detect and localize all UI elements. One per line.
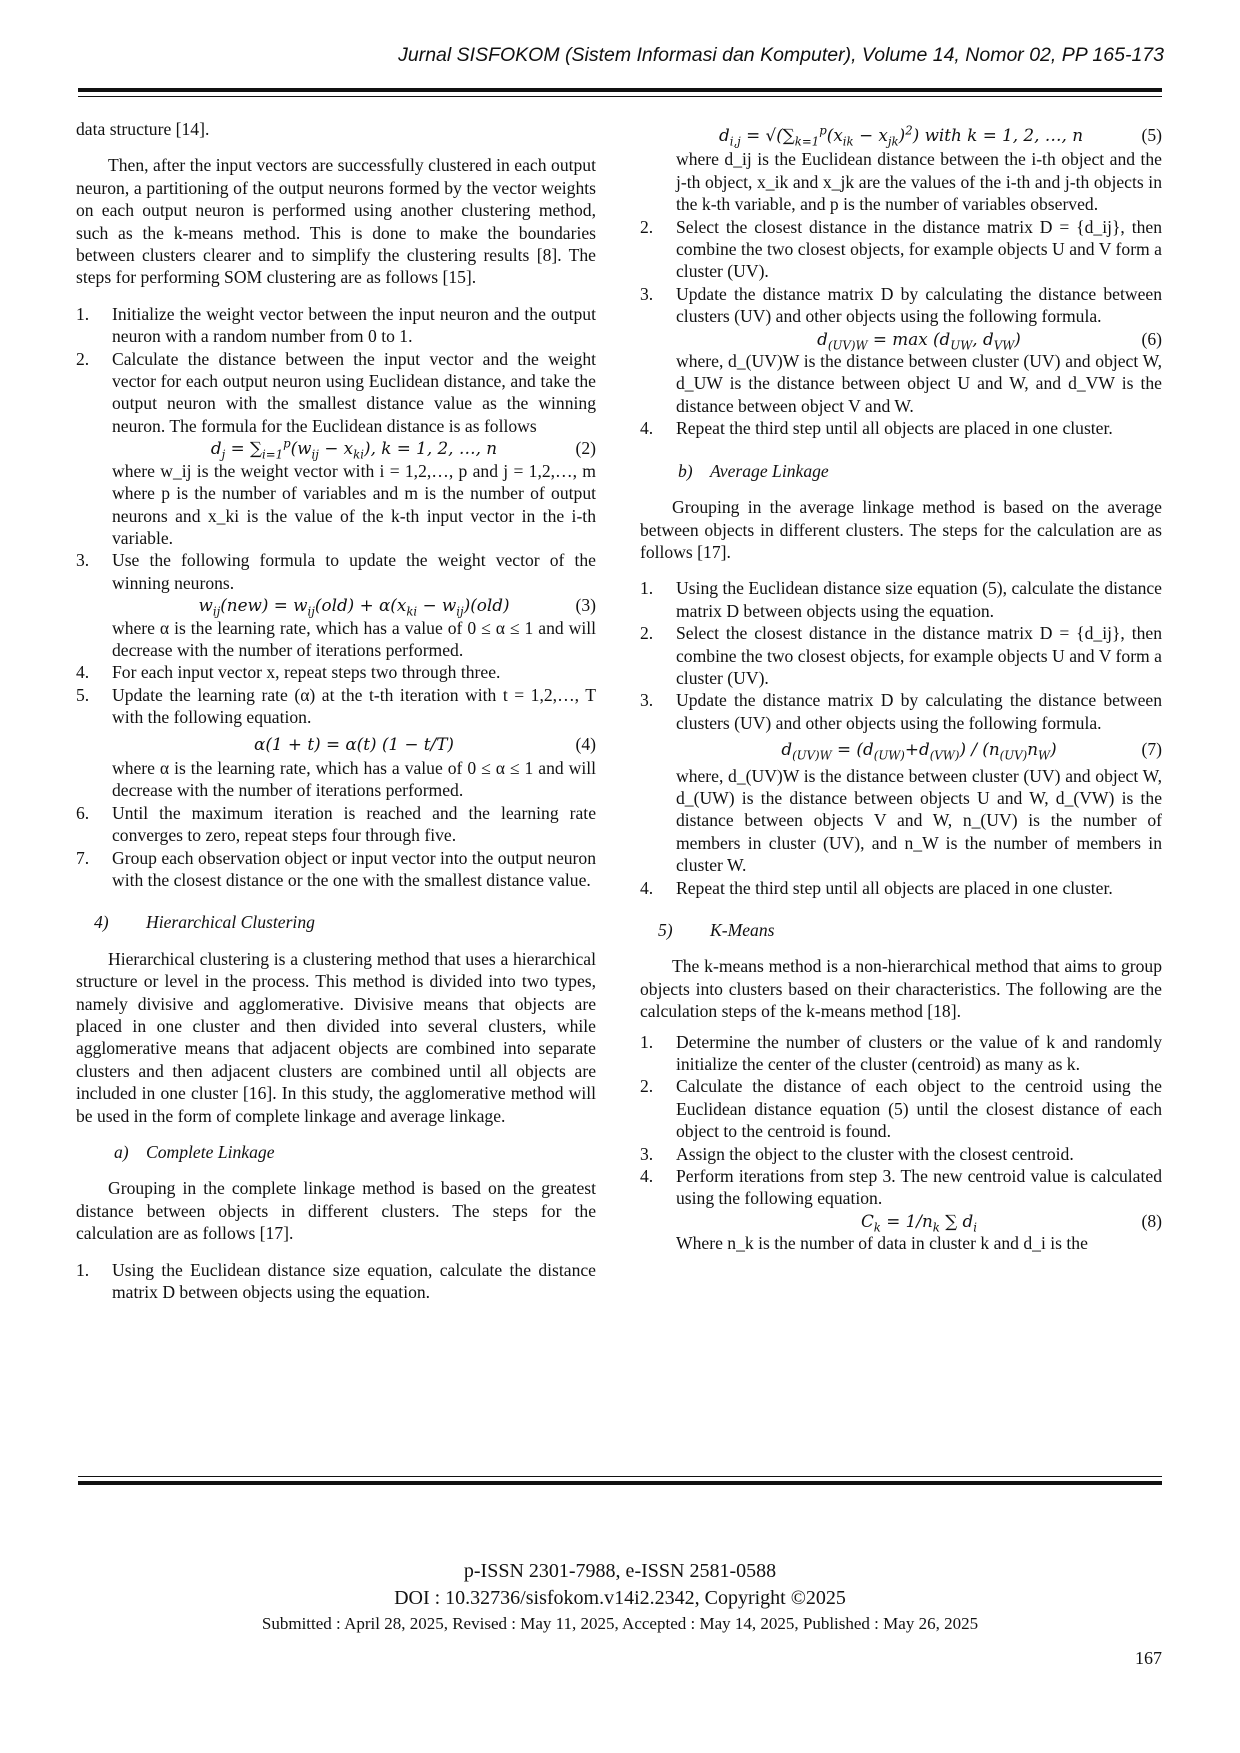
subsection-heading-complete-linkage: a) Complete Linkage [114, 1142, 275, 1163]
list-item: 4. Perform iterations from step 3. The new centroid value is calculated using the following equation. $C_k = 1/n_k$ ∑ $d_i$ (8) Where n_k is the number of data in cluster k and d_i is the [640, 1166, 1162, 1254]
journal-header: Jurnal SISFOKOM (Sistem Informasi dan Komputer), Volume 14, Nomor 02, PP 165-173 [398, 44, 1164, 66]
section-heading-hierarchical: 4) Hierarchical Clustering [94, 912, 315, 933]
paragraph-continuation: data structure [14]. [76, 119, 210, 139]
complete-linkage-steps-cont [640, 216, 1162, 440]
paragraph-hierarchical: Hierarchical clustering is a clustering method that uses a hierarchical structure or level in the process. This method is divided into two types, namely divisive and agglomerative. Divisive means that objects are placed in one cluster and then divided into several clusters, while agglomerative means that adjacent objects are combined into separate clusters and then adjacent clusters are combined until all objects are included in one cluster [16]. In this study, the agglomerative method will be used in the form of complete linkage and average linkage. [76, 948, 596, 1126]
footer-rule-thick [78, 1481, 1162, 1485]
list-item: 1. Determine the number of clusters or the value of k and randomly initialize the center of the cluster (centroid) as many as k. [640, 1031, 1162, 1075]
equation-4-explanation: where α is the learning rate, which has a value of 0 ≤ α ≤ 1 and will decrease with the number of iterations performed. [112, 757, 596, 801]
equation-6: $d_{(UV)W} = \max (d_{UW}$, $d_{VW}$) (6) [817, 328, 1162, 353]
complete-linkage-steps-start [76, 1259, 596, 1304]
equation-number: (3) [575, 595, 596, 616]
left-column [76, 118, 596, 1304]
equation-7-explanation: where, d_(UV)W is the distance between cluster (UV) and object W, d_(UW) is the distance between objects U and W, d_(VW) is the distance between objects V and W, n_(UV) is the number of members in cluster (UV), and n_W is the number of members in cluster W. [676, 765, 1162, 876]
list-item: 2. Select the closest distance in the distance matrix D = {d_ij}, then combine the two closest objects, for example objects U and V form a cluster (UV). [640, 623, 1162, 688]
equation-5: $d_{i,j} = √(\sum_{k=1}^p(x_{ik} - x_{jk})^2)$ with k = 1, 2, …, n (5) [718, 123, 1162, 149]
equation-8: $C_k = 1/n_k$ ∑ $d_i$ (8) [860, 1210, 1162, 1235]
header-rule-thin [78, 96, 1162, 97]
equation-number: (2) [575, 438, 596, 459]
list-item: 7. Group each observation object or input vector into the output neuron with the closest distance or the one with the smallest distance value. [76, 847, 596, 890]
equation-number: (5) [1141, 125, 1162, 145]
list-item: 2. Select the closest distance in the distance matrix D = {d_ij}, then combine the two closest objects, for example objects U and V form a cluster (UV). [640, 216, 1162, 282]
equation-6-explanation: where, d_(UV)W is the distance between cluster (UV) and object W, d_UW is the distance between object U and W, and d_VW is the distance between object V and W. [676, 351, 1162, 416]
list-item: 3. Use the following formula to update the weight vector of the winning neurons. $w_{ij}(new) = w_{ij}(old) + \alpha(x_{ki} - w_{ij})(old)$ (3) where α is the learning rate, which has a value of 0 ≤ α ≤ 1 and will decrease with the number of iterations performed. [76, 550, 596, 660]
footer-doi: DOI : 10.32736/sisfokom.v14i2.2342, Copyright ©2025 [394, 1587, 846, 1609]
list-item: 4. For each input vector x, repeat steps two through three. [76, 662, 501, 683]
paragraph-kmeans: The k-means method is a non-hierarchical method that aims to group objects into clusters based on their characteristics. The following are the calculation steps of the k-means method [18]. [640, 956, 1162, 1022]
list-item: 4. Repeat the third step until all objects are placed in one cluster. [640, 877, 1113, 898]
list-item: 2. Calculate the distance of each object to the centroid using the Euclidean distance equation (5) until the closest distance of each object to the centroid is found. [640, 1076, 1162, 1142]
equation-2-explanation: where w_ij is the weight vector with i = 1,2,…, p and j = 1,2,…, m where p is the number of variables and m is the number of output neurons and x_ki is the value of the k-th input vector in the i-th variable. [112, 460, 596, 548]
list-item: 4. Repeat the third step until all objects are placed in one cluster. [640, 418, 1113, 439]
page-number: 167 [1135, 1648, 1162, 1668]
list-item: 3. Update the distance matrix D by calculating the distance between clusters (UV) and other objects using the following formula. $d_{(UV)W} = (d_{(UW)}+d_{(VW)}) / (n_{(UV)}n_W)$ (7) where, d_(UV)W is the distance between cluster (UV) and object W, d_(UW) is the distance between objects U and W, d_(VW) is the distance between objects V and W, n_(UV) is the number of members in cluster (UV), and n_W is the number of members in cluster W. [640, 690, 1162, 876]
kmeans-steps [640, 1031, 1162, 1255]
header-rule-thick [78, 88, 1162, 92]
equation-3: $w_{ij}(new) = w_{ij}(old) + \alpha(x_{ki} - w_{ij})(old)$ (3) [198, 595, 596, 619]
subsection-heading-average-linkage: b) Average Linkage [678, 460, 829, 481]
section-heading-kmeans: 5) K-Means [658, 920, 775, 940]
equation-5-explanation: where d_ij is the Euclidean distance between the i-th object and the j-th object, x_ik and x_jk are the values of the i-th and j-th objects in the k-th variable, and p is the number of variables observed. [676, 149, 1162, 215]
list-item: 1. Using the Euclidean distance size equation (5), calculate the distance matrix D between objects using the equation. [640, 578, 1162, 621]
footer-dates: Submitted : April 28, 2025, Revised : May 11, 2025, Accepted : May 14, 2025, Published : May 26, 2025 [261, 1614, 979, 1633]
list-item: 3. Assign the object to the cluster with the closest centroid. [640, 1143, 1074, 1164]
equation-2: $d_j = \sum_{i=1}^p(w_{ij} - x_{ki})$, k = 1, 2, …, n (2) [210, 436, 596, 462]
equation-number: (8) [1141, 1210, 1162, 1231]
footer-rule-thin [78, 1476, 1162, 1477]
right-column [640, 118, 1162, 1255]
footer-issn: p-ISSN 2301-7988, e-ISSN 2581-0588 [463, 1560, 777, 1582]
equation-number: (7) [1141, 739, 1162, 760]
list-item: 5. Update the learning rate (α) at the t-th iteration with t = 1,2,…, T with the following equation. α(1 + t) = α(t) (1 − t/T) (4) where α is the learning rate, which has a value of 0 ≤ α ≤ 1 and will decrease with the number of iterations performed. [76, 684, 596, 801]
paragraph-average-linkage: Grouping in the average linkage method is based on the average between objects in different clusters. The steps for the calculation are as follows [17]. [640, 497, 1162, 562]
equation-8-explanation: Where n_k is the number of data in cluster k and d_i is the [676, 1233, 1088, 1254]
paragraph-som-intro: Then, after the input vectors are successfully clustered in each output neuron, a partitioning of the output neurons formed by the vector weights on each output neuron is performed using another clustering method, such as the k-means method. This is done to make the boundaries between clusters clearer and to simplify the clustering results [8]. The steps for performing SOM clustering are as follows [15]. [76, 155, 596, 288]
equation-7: $d_{(UV)W} = (d_{(UW)}+d_{(VW)}) / (n_{(UV)}n_W)$ (7) [781, 739, 1162, 763]
list-item: 2. Calculate the distance between the input vector and the weight vector for each output neuron using Euclidean distance, and take the output neuron with the smallest distance value as the winning neuron. The formula for the Euclidean distance is as follows $d_j = \sum_{i=1}^p(w_{ij} - x_{ki})$, k = 1, 2, …, n (2) where w_ij is the weight vector with i = 1,2,…, p and j = 1,2,…, m where p is the number of variables and m is the number of output neurons and x_ki is the value of the k-th input vector in the i-th variable. [76, 348, 596, 548]
average-linkage-steps [640, 577, 1162, 899]
equation-number: (6) [1141, 328, 1162, 349]
equation-number: (4) [575, 733, 596, 754]
paragraph-complete-linkage: Grouping in the complete linkage method is based on the greatest distance between objects in different clusters. The steps for the calculation are as follows [17]. [76, 1178, 596, 1244]
list-item: 1. Initialize the weight vector between the input neuron and the output neuron with a random number from 0 to 1. [76, 303, 596, 347]
list-item: 6. Until the maximum iteration is reached and the learning rate converges to zero, repeat steps four through five. [76, 802, 596, 846]
equation-4: α(1 + t) = α(t) (1 − t/T) (4) [254, 733, 596, 754]
list-item: 3. Update the distance matrix D by calculating the distance between clusters (UV) and other objects using the following formula. $d_{(UV)W} = \max (d_{UW}$, $d_{VW}$) (6) where, d_(UV)W is the distance between cluster (UV) and object W, d_UW is the distance between object U and W, and d_VW is the distance between object V and W. [640, 283, 1162, 416]
list-item: 1. Using the Euclidean distance size equation, calculate the distance matrix D between objects using the equation. [76, 1259, 596, 1303]
som-steps-list [76, 303, 596, 892]
equation-3-explanation: where α is the learning rate, which has a value of 0 ≤ α ≤ 1 and will decrease with the number of iterations performed. [112, 617, 596, 660]
